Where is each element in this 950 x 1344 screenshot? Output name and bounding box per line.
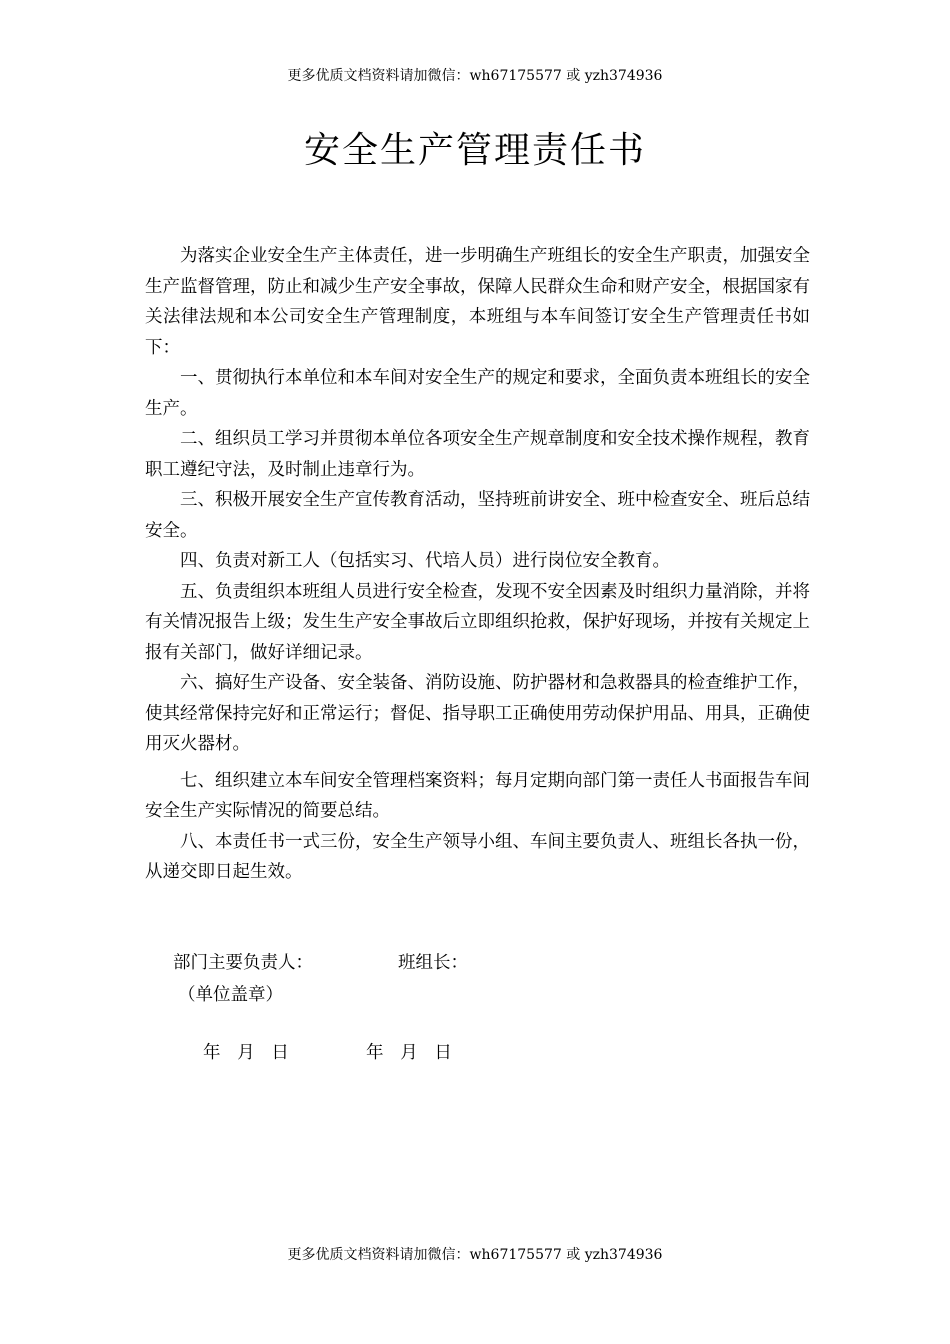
team-leader-date: 年 月 日 [366,1043,452,1063]
dept-head-signature-label: 部门主要负责人： [173,953,313,973]
clause-6: 六、搞好生产设备、安全装备、消防设施、防护器材和急救器具的检查维护工作，使其经常保持完好和正常运行；督促、指导职工正确使用劳动保护用品、用具，正确使用灭火器材。 [145,673,810,754]
dept-head-date: 年 月 日 [203,1043,289,1063]
clause-5: 五、负责组织本班组人员进行安全检查，发现不安全因素及时组织力量消除，并将有关情况报告上级；发生生产安全事故后立即组织抢救，保护好现场，并按有关规定上报有关部门，做好详细记录。 [145,581,810,663]
clause-4: 四、负责对新工人（包括实习、代培人员）进行岗位安全教育。 [180,551,670,571]
page-header: 更多优质文档资料请加微信：wh67175577 或 yzh374936 [287,68,663,84]
page-footer: 更多优质文档资料请加微信：wh67175577 或 yzh374936 [287,1247,663,1263]
document-body [145,241,810,888]
clause-1: 一、贯彻执行本单位和本车间对安全生产的规定和要求，全面负责本班组长的安全生产。 [145,368,810,419]
intro-paragraph: 为落实企业安全生产主体责任，进一步明确生产班组长的安全生产职责，加强安全生产监督管理，防止和减少生产安全事故，保障人民群众生命和财产安全，根据国家有关法律法规和本公司安全生产管理制度，本班组与本车间签订安全生产管理责任书如下： [145,246,810,358]
clause-8: 八、本责任书一式三份，安全生产领导小组、车间主要负责人、班组长各执一份，从递交即日起生效。 [145,831,810,882]
clause-2: 二、组织员工学习并贯彻本单位各项安全生产规章制度和安全技术操作规程，教育职工遵纪守法，及时制止违章行为。 [145,429,810,480]
unit-seal-label: （单位盖章） [178,985,283,1005]
clause-3: 三、积极开展安全生产宣传教育活动，坚持班前讲安全、班中检查安全、班后总结安全。 [145,490,810,541]
document-title: 安全生产管理责任书 [303,130,646,171]
team-leader-signature-label: 班组长： [398,953,468,973]
clause-7: 七、组织建立本车间安全管理档案资料；每月定期向部门第一责任人书面报告车间安全生产实际情况的简要总结。 [145,770,810,821]
